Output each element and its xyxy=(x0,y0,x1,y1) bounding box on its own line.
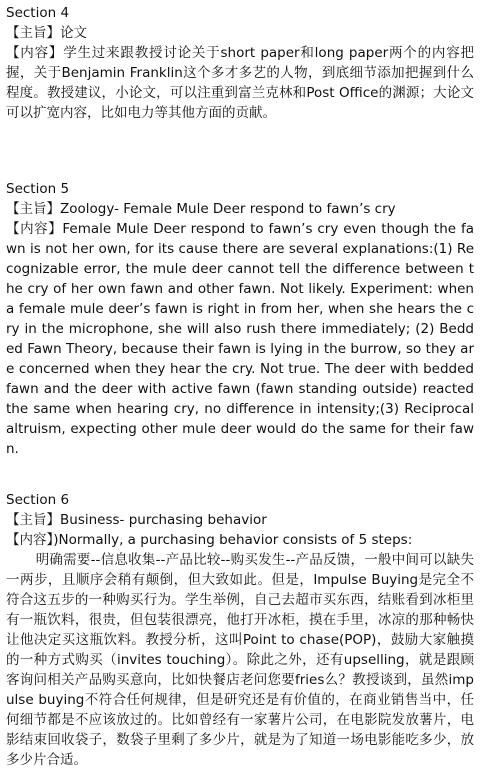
section-5 xyxy=(6,179,474,459)
section-title: Section 4 xyxy=(6,5,70,21)
spacer xyxy=(6,123,474,179)
section-theme: 【主旨】Zoology- Female Mule Deer respond to fawn’s cry xyxy=(6,201,396,217)
section-content: 【内容】)Normally, a purchasing behavior consists of 5 steps: xyxy=(6,532,413,548)
section-theme: 【主旨】论文 xyxy=(6,25,87,41)
spacer xyxy=(6,459,474,490)
section-title: Section 5 xyxy=(6,181,70,197)
section-content: 【内容】学生过来跟教授讨论关于short paper和long paper两个的内容把握，关于Benjamin Franklin这个多才多艺的人物，到底细节添加把握到什么程度。教授建议，小论文，可以注重到富兰克林和Post Office的渊源；大论文可以扩宽内容，比如电力等其他方面的贡献。 xyxy=(6,45,474,121)
section-6 xyxy=(6,490,474,770)
section-detail: 明确需要--信息收集--产品比较--购买发生--产品反馈，一般中间可以缺失一两步，且顺序会稍有颠倒，但大致如此。但是，Impulse Buying是完全不符合这五步的一种购买行为。学生举例，自己去超市买东西，结账看到冰柜里有一瓶饮料，很贵，但包装很漂亮，他打开冰柜，摸在手里，冰凉的那种畅快让他决定买这瓶饮料。教授分析，这叫Point to chase(POP)，鼓励大家触摸的一种方式购买（invites touching）。除此之外，还有upselling，就是跟顾客询问相关产品购买意向，比如快餐店老问您要fries么？教授谈到，虽然impulse buying不符合任何规律，但是研究还是有价值的，在商业销售当中，任何细节都是不应该放过的。比如曾经有一家薯片公司，在电影院发放薯片，电影结束回收袋子，数袋子里剩了多少片，就是为了知道一场电影能吃多少，放多少片合适。 xyxy=(6,552,474,768)
section-title: Section 6 xyxy=(6,492,70,508)
section-4 xyxy=(6,3,474,123)
section-theme: 【主旨】Business- purchasing behavior xyxy=(6,512,267,528)
section-content: 【内容】Female Mule Deer respond to fawn’s cry even though the fawn is not her own, for its cause there are several explanations:(1) Recognizable error, the mule deer cannot tell the difference between the cry of her own fawn and other fawn. Not likely. Experiment: when a female mule deer’s fawn is right in from her, when she hears the cry in the microphone, she will also rush there immediately; (2) Bedded Fawn Theory, because their fawn is lying in the burrow, so they are concerned when they hear the cry. Not true. The deer with bedded fawn and the deer with active fawn (fawn standing outside) reacted the same when hearing cry, no difference in intensity;(3) Reciprocal altruism, expecting other mule deer would do the same for their fawn. xyxy=(6,221,474,457)
